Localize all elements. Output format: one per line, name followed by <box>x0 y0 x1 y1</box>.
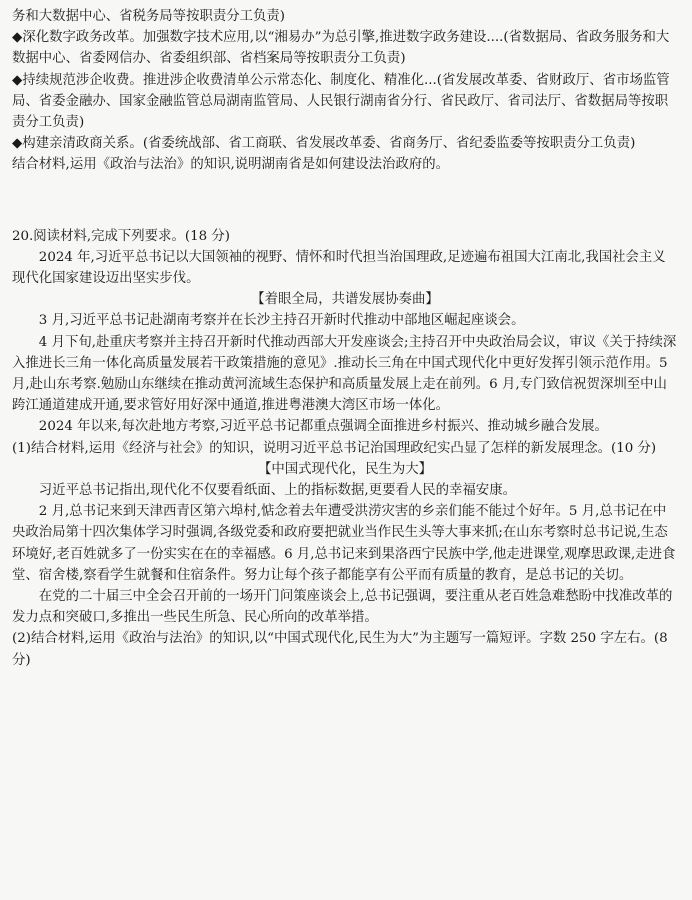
spacer <box>12 176 678 220</box>
question-20-title: 20.阅读材料,完成下列要求。(18 分) <box>12 228 230 244</box>
sub-question-1: (1)结合材料,运用《经济与社会》的知识，说明习近平总书记治国理政纪实凸显了怎样的新发展理念。(10 分) <box>12 440 657 456</box>
continued-line: 务和大数据中心、省税务局等按职责分工负责) <box>12 9 286 24</box>
bullet-enterprise-fees: ◆持续规范涉企收费。推进涉企收费清单公示常态化、制度化、精准化...(省发展改革委、省财政厅、省市场监管局、省委金融办、国家金融监管总局湖南监管局、人民银行湖南省分行、省民政厅、省司法厅、省数据局等按职责分工负责) <box>12 72 670 131</box>
section2-paragraph: 习近平总书记指出,现代化不仅要看纸面、上的指标数据,更要看人民的幸福安康。 <box>38 483 516 499</box>
question-19: 结合材料,运用《政治与法治》的知识,说明湖南省是如何建设法治政府的。 <box>12 157 450 173</box>
sub-question-2: (2)结合材料,运用《政治与法治》的知识,以“中国式现代化,民生为大”为主题写一篇短评。字数 250 字左右。(8 分) <box>12 631 668 668</box>
section1-paragraph: 2024 年以来,每次赴地方考察,习近平总书记都重点强调全面推进乡村振兴、推动城乡融合发展。 <box>38 419 608 435</box>
q20-intro: 2024 年,习近平总书记以大国领袖的视野、情怀和时代担当治国理政,足迹遍布祖国大江南北,我国社会主义现代化国家建设迈出坚实步伐。 <box>12 249 666 287</box>
section1-paragraph: 3 月,习近平总书记赴湖南考察并在长沙主持召开新时代推动中部地区崛起座谈会。 <box>38 313 525 329</box>
section-heading-livelihood: 【中国式现代化，民生为大】 <box>257 461 433 477</box>
section-heading-development: 【着眼全局，共谱发展协奏曲】 <box>251 292 439 308</box>
section2-paragraph: 在党的二十届三中全会召开前的一场开门问策座谈会上,总书记强调，要注重从老百姓急难愁盼中找准改革的发力点和突破口,多推出一些民生所急、民心所向的改革举措。 <box>12 589 673 626</box>
bullet-digital-government: ◆深化数字政务改革。加强数字技术应用,以“湘易办”为总引擎,推进数字政务建设....(省数据局、省政务服务和大数据中心、省委网信办、省委组织部、省档案局等按职责分工负责) <box>12 30 670 67</box>
bullet-business-relations: ◆构建亲清政商关系。(省委统战部、省工商联、省发展改革委、省商务厅、省纪委监委等按职责分工负责) <box>12 136 636 152</box>
section2-paragraph: 2 月,总书记来到天津西青区第六埠村,惦念着去年遭受洪涝灾害的乡亲们能不能过个好年。5 月,总书记在中央政治局第十四次集体学习时强调,各级党委和政府要把就业当作民生头等大事来抓;在山东考察时总书记说,生态环境好,老百姓就多了一份实实在在的幸福感。6 月,总书记来到果洛西宁民族中学,他走进课堂,观摩思政课,走进食堂、宿舍楼,察看学生就餐和住宿条件。努力让每个孩子都能享有公平而有质量的教育，是总书记的关切。 <box>12 504 676 583</box>
section1-paragraph: 4 月下旬,赴重庆考察并主持召开新时代推动西部大开发座谈会;主持召开中央政治局会议，审议《关于持续深入推进长三角一体化高质量发展若干政策措施的意见》.推动长三角在中国式现代化中更好发挥引领示范作用。5 月,赴山东考察.勉励山东继续在推动黄河流域生态保护和高质量发展上走在前列。6 月,专门致信祝贺深圳至中山跨江通道建成开通,要求管好用好深中通道,推进粤港澳大湾区市场一体化。 <box>12 334 677 414</box>
